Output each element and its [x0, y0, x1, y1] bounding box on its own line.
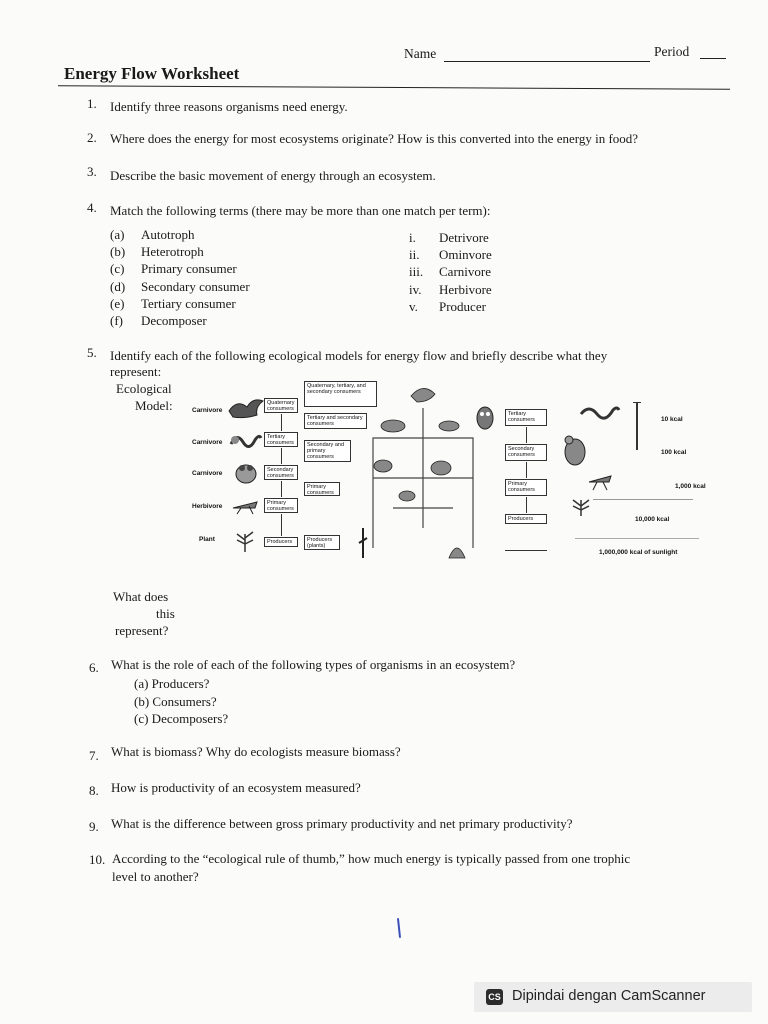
arrow	[281, 481, 282, 497]
list-item: (c) Decomposers?	[134, 711, 229, 726]
chain-label: Herbivore	[192, 503, 223, 510]
divider	[593, 499, 693, 500]
list-item: (c)	[110, 261, 125, 277]
plant-icon	[569, 496, 593, 518]
q3-number: 3.	[87, 164, 97, 179]
q9-number: 9.	[89, 819, 99, 834]
q6-number: 6.	[89, 660, 99, 675]
divider	[505, 550, 547, 551]
food-web-icon	[353, 378, 493, 566]
list-item: (e)	[110, 295, 125, 311]
q5-what-line1: What does	[113, 589, 169, 604]
chain-box: Primary consumers	[264, 498, 298, 513]
q4-terms-keys	[110, 226, 125, 329]
q8-number: 8.	[89, 783, 99, 798]
snake-icon	[229, 430, 263, 452]
web-box: Secondary and primary consumers	[304, 440, 351, 462]
list-item: Detrivore	[439, 230, 489, 245]
q4-matches-keys	[409, 229, 423, 315]
mouse-icon	[561, 432, 589, 468]
energy-label: 1,000 kcal	[675, 483, 706, 490]
arrow	[526, 427, 527, 443]
chain-box: Quaternary consumers	[264, 398, 298, 413]
q7-number: 7.	[89, 748, 99, 763]
q5-number: 5.	[87, 345, 97, 360]
q10-number: 10.	[89, 852, 106, 867]
list-item: Ominvore	[439, 247, 492, 263]
ecological-model-figure	[185, 378, 710, 568]
q5-text-line1: Identify each of the following ecological models for energy flow and briefly describe what they	[110, 348, 608, 363]
bird-icon	[227, 393, 265, 423]
tick	[633, 402, 641, 403]
arrow	[526, 462, 527, 478]
chain-box: Producers	[264, 537, 298, 547]
list-item: Tertiary consumer	[141, 295, 236, 311]
list-item: (f)	[110, 313, 123, 329]
pyramid-box: Secondary consumers	[505, 444, 547, 461]
chain-label: Carnivore	[192, 470, 223, 477]
q1-text: Identify three reasons organisms need energy.	[110, 99, 348, 114]
list-item: Heterotroph	[141, 244, 204, 260]
list-item: ii.	[409, 247, 420, 263]
q7-text: What is biomass? Why do ecologists measure biomass?	[111, 744, 401, 759]
q8-text: How is productivity of an ecosystem measured?	[111, 780, 361, 795]
list-item: iii.	[409, 264, 424, 280]
list-item: Herbivore	[439, 281, 492, 297]
page-title: Energy Flow Worksheet	[64, 64, 240, 83]
q6-parts	[134, 675, 228, 728]
list-item: Autotroph	[141, 227, 195, 242]
q2-number: 2.	[87, 130, 97, 145]
list-item: v.	[409, 298, 418, 314]
model-label-1: Ecological	[116, 381, 172, 396]
plant-icon	[233, 528, 257, 554]
energy-label: 10 kcal	[661, 416, 683, 423]
name-label: Name	[404, 46, 437, 61]
pyramid-box: Tertiary consumers	[505, 409, 547, 426]
list-item: (a) Producers?	[134, 676, 210, 691]
list-item: Decomposer	[141, 313, 207, 329]
arrow	[281, 514, 282, 536]
web-box: Primary consumers	[304, 482, 340, 496]
camscanner-badge	[474, 982, 752, 1012]
list-item: (b) Consumers?	[134, 693, 217, 709]
q9-text: What is the difference between gross primary productivity and net primary productivity?	[111, 816, 573, 831]
list-item: Carnivore	[439, 264, 491, 280]
q5-what-line3: represent?	[115, 623, 169, 638]
q10-text-line2: level to another?	[112, 869, 199, 884]
camscanner-text: Dipindai dengan CamScanner	[512, 988, 706, 1004]
list-item: (b)	[110, 244, 126, 260]
period-field[interactable]	[700, 58, 726, 59]
grasshopper-icon	[231, 494, 261, 516]
energy-bar	[636, 402, 638, 450]
list-item: Producer	[439, 298, 486, 314]
energy-label: 100 kcal	[661, 449, 687, 456]
pyramid-box: Producers	[505, 514, 547, 524]
list-item: (a)	[110, 227, 125, 242]
q4-matches-labels	[439, 229, 492, 315]
q4-terms-labels	[141, 226, 250, 329]
camscanner-logo-icon: CS	[486, 989, 503, 1005]
q5-what-line2: this	[156, 606, 175, 621]
list-item: Primary consumer	[141, 261, 237, 277]
chain-box: Secondary consumers	[264, 465, 298, 480]
q4-number: 4.	[87, 200, 97, 215]
q5-text-line2: represent:	[110, 364, 162, 379]
q2-text: Where does the energy for most ecosystems originate? How is this converted into the energy in food?	[110, 131, 639, 146]
arrow	[526, 497, 527, 513]
q10-text-line1: According to the “ecological rule of thumb,” how much energy is typically passed from one trophic	[112, 851, 631, 866]
q1-number: 1.	[87, 96, 97, 111]
q3-text: Describe the basic movement of energy through an ecosystem.	[110, 168, 436, 183]
divider	[575, 538, 699, 539]
name-field[interactable]	[444, 61, 650, 62]
chain-label: Carnivore	[192, 407, 223, 414]
pen-mark	[397, 918, 401, 938]
arrow	[281, 448, 282, 464]
list-item: i.	[409, 230, 416, 245]
web-box: Quaternary, tertiary, and secondary consumers	[304, 381, 377, 407]
chain-label: Carnivore	[192, 439, 223, 446]
snake-icon	[579, 402, 621, 424]
list-item: iv.	[409, 281, 422, 297]
owl-icon	[473, 404, 497, 432]
list-item: (d)	[110, 278, 126, 294]
model-label-2: Model:	[135, 398, 173, 413]
frog-icon	[233, 460, 259, 486]
period-label: Period	[654, 44, 690, 59]
chain-box: Tertiary consumers	[264, 432, 298, 447]
grasshopper-icon	[587, 470, 615, 492]
energy-label: 10,000 kcal	[635, 516, 670, 523]
q4-text: Match the following terms (there may be more than one match per term):	[110, 203, 491, 218]
title-rule	[58, 85, 730, 90]
list-item: Secondary consumer	[141, 278, 250, 294]
pyramid-box: Primary consumers	[505, 479, 547, 496]
web-box: Tertiary and secondary consumers	[304, 413, 367, 429]
arrow	[281, 414, 282, 431]
chain-label: Plant	[199, 536, 215, 543]
web-box: Producers (plants)	[304, 535, 340, 550]
q6-text: What is the role of each of the following types of organisms in an ecosystem?	[111, 657, 516, 672]
energy-label: 1,000,000 kcal of sunlight	[599, 549, 678, 556]
